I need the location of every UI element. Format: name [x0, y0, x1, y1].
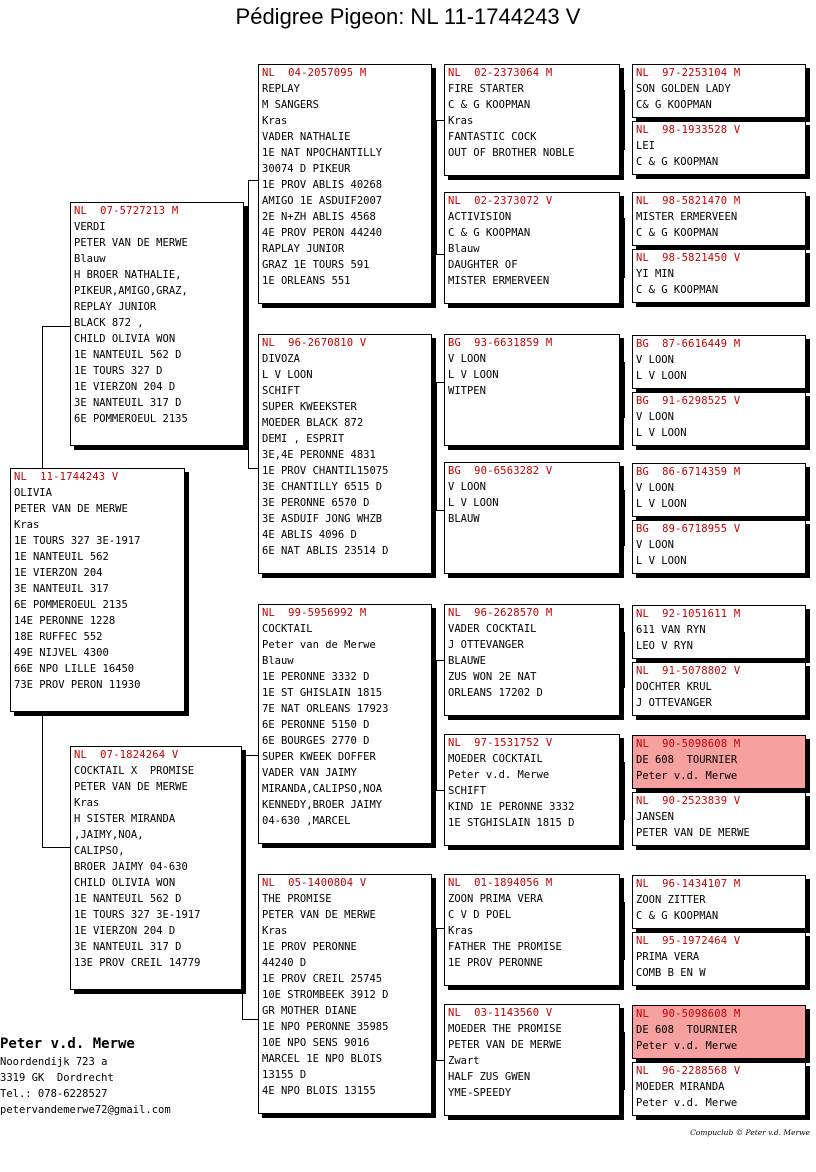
- connector-line: [248, 180, 258, 181]
- pigeon-info-line: J OTTEVANGER: [448, 639, 524, 651]
- pigeon-info-line: Kras: [448, 925, 474, 937]
- connector-line: [624, 902, 625, 960]
- pigeon-name: COCKTAIL: [262, 623, 313, 635]
- connector-line: [42, 712, 43, 847]
- ring-number: NL 98-5821470 M: [636, 195, 741, 207]
- pigeon-info-line: 1E ORLEANS 551: [262, 275, 351, 287]
- credit-footer: Compuclub © Peter v.d. Merwe: [690, 1128, 810, 1137]
- pigeon-info-line: 44240 D: [262, 957, 307, 969]
- pigeon-info-line: C & G KOOPMAN: [636, 227, 719, 239]
- pigeon-info-line: BLAUWE: [448, 655, 486, 667]
- pigeon-info-line: SCHIFT: [448, 785, 486, 797]
- ring-number: BG 91-6298525 V: [636, 395, 741, 407]
- pigeon-info-line: M SANGERS: [262, 99, 319, 111]
- pigeon-info-line: Peter v.d. Merwe: [636, 770, 738, 782]
- pigeon-card-dds[interactable]: [444, 874, 620, 986]
- connector-line: [624, 90, 625, 150]
- pigeon-info-line: 49E NIJVEL 4300: [14, 647, 109, 659]
- connector-line: [624, 490, 625, 546]
- pigeon-card-dam[interactable]: [70, 746, 242, 990]
- connector-line: [242, 755, 243, 1019]
- pigeon-info-line: 6E PERONNE 5150 D: [262, 719, 370, 731]
- pigeon-info-line: 18E RUFFEC 552: [14, 631, 103, 643]
- ring-number: NL 11-1744243 V: [14, 471, 119, 483]
- pigeon-name: V LOON: [636, 354, 674, 366]
- pigeon-info-line: 3E ASDUIF JONG WHZB: [262, 513, 383, 525]
- owner-email[interactable]: petervandemerwe72@gmail.com: [0, 1104, 171, 1116]
- pigeon-info-line: PETER VAN DE MERWE: [262, 909, 376, 921]
- pigeon-info-line: ,JAIMY,NOA,: [74, 829, 144, 841]
- connector-line: [624, 762, 625, 820]
- pigeon-info-line: C& G KOOPMAN: [636, 99, 712, 111]
- pigeon-info-line: C & G KOOPMAN: [448, 227, 531, 239]
- pigeon-info-line: 4E PROV PERON 44240: [262, 227, 383, 239]
- connector-line: [436, 660, 437, 790]
- pigeon-info-line: BROER JAIMY 04-630: [74, 861, 188, 873]
- pigeon-card-g10[interactable]: [632, 662, 806, 716]
- pigeon-info-line: L V LOON: [448, 497, 499, 509]
- pigeon-info-line: Kras: [262, 925, 288, 937]
- connector-line: [436, 790, 444, 791]
- pigeon-info-line: HALF ZUS GWEN: [448, 1071, 531, 1083]
- pigeon-info-line: 1E TOURS 327 3E-1917: [14, 535, 141, 547]
- pigeon-info-line: VADER NATHALIE: [262, 131, 351, 143]
- ring-number: NL 07-5727213 M: [74, 205, 179, 217]
- pigeon-info-line: H SISTER MIRANDA: [74, 813, 176, 825]
- ring-number: NL 90-5098608 M: [636, 1008, 741, 1020]
- pigeon-info-line: 1E NANTEUIL 562: [14, 551, 109, 563]
- pigeon-name: COCKTAIL X PROMISE: [74, 765, 195, 777]
- pigeon-card-g5[interactable]: [632, 335, 806, 389]
- pigeon-card-g6[interactable]: [632, 392, 806, 446]
- pigeon-info-line: Kras: [262, 115, 288, 127]
- pigeon-info-line: Peter v.d. Merwe: [636, 1040, 738, 1052]
- pigeon-card-ddd[interactable]: [444, 1004, 620, 1116]
- pigeon-info-line: 1E PROV PERONNE: [262, 941, 357, 953]
- pigeon-name: YI MIN: [636, 268, 674, 280]
- pigeon-info-line: 6E POMMEROEUL 2135: [14, 599, 128, 611]
- pigeon-info-line: 2E N+ZH ABLIS 4568: [262, 211, 376, 223]
- pigeon-info-line: 4E ABLIS 4096 D: [262, 529, 357, 541]
- ring-number: NL 95-1972464 V: [636, 935, 741, 947]
- pigeon-name: SON GOLDEN LADY: [636, 83, 731, 95]
- pigeon-info-line: 1E NPO PERONNE 35985: [262, 1021, 389, 1033]
- pigeon-info-line: MARCEL 1E NPO BLOIS: [262, 1053, 383, 1065]
- ring-number: BG 86-6714359 M: [636, 466, 741, 478]
- pigeon-name: VADER COCKTAIL: [448, 623, 537, 635]
- pigeon-info-line: H BROER NATHALIE,: [74, 269, 182, 281]
- pigeon-info-line: 1E NAT NPOCHANTILLY: [262, 147, 383, 159]
- pigeon-info-line: C & G KOOPMAN: [636, 910, 719, 922]
- pigeon-info-line: Peter van de Merwe: [262, 639, 376, 651]
- pigeon-info-line: 3E NANTEUIL 317: [14, 583, 109, 595]
- pigeon-info-line: PETER VAN DE MERWE: [74, 781, 188, 793]
- pigeon-name: MOEDER COCKTAIL: [448, 753, 543, 765]
- pigeon-info-line: 3E PERONNE 6570 D: [262, 497, 370, 509]
- pigeon-info-line: AMIGO 1E ASDUIF2007: [262, 195, 383, 207]
- ring-number: NL 96-2628570 M: [448, 607, 553, 619]
- pigeon-info-line: PETER VAN DE MERWE: [636, 827, 750, 839]
- owner-address-line: Noordendijk 723 a: [0, 1056, 108, 1068]
- pigeon-card-g7[interactable]: [632, 463, 806, 517]
- pigeon-card-sire-dam[interactable]: [258, 334, 432, 574]
- ring-number: NL 03-1143560 V: [448, 1007, 553, 1019]
- connector-line: [242, 1019, 258, 1020]
- pigeon-info-line: PETER VAN DE MERWE: [74, 237, 188, 249]
- pigeon-info-line: SUPER KWEEKSTER: [262, 401, 357, 413]
- pigeon-info-line: C & G KOOPMAN: [636, 284, 719, 296]
- ring-number: NL 92-1051611 M: [636, 608, 741, 620]
- pigeon-info-line: COMB B EN W: [636, 967, 706, 979]
- pigeon-info-line: Blauw: [262, 655, 294, 667]
- connector-line: [436, 382, 437, 510]
- pigeon-info-line: L V LOON: [636, 427, 687, 439]
- ring-number: NL 02-2373064 M: [448, 67, 553, 79]
- ring-number: NL 90-5098608 M: [636, 738, 741, 750]
- pigeon-name: THE PROMISE: [262, 893, 332, 905]
- pigeon-info-line: Kras: [74, 797, 100, 809]
- ring-number: NL 97-1531752 V: [448, 737, 553, 749]
- pigeon-card-sds[interactable]: [444, 334, 620, 446]
- pigeon-card-sire[interactable]: [70, 202, 244, 446]
- pigeon-info-line: PIKEUR,AMIGO,GRAZ,: [74, 285, 188, 297]
- pigeon-info-line: MOEDER BLACK 872: [262, 417, 364, 429]
- pigeon-info-line: 1E PROV PERONNE: [448, 957, 543, 969]
- pigeon-card-dam-dam[interactable]: [258, 874, 432, 1114]
- pigeon-info-line: GRAZ 1E TOURS 591: [262, 259, 370, 271]
- pigeon-name: MOEDER MIRANDA: [636, 1081, 725, 1093]
- ring-number: BG 90-6563282 V: [448, 465, 553, 477]
- connector-line: [436, 928, 437, 1060]
- pigeon-card-g15[interactable]: [632, 1005, 806, 1059]
- connector-line: [248, 468, 258, 469]
- pigeon-name: V LOON: [448, 353, 486, 365]
- pigeon-info-line: 6E NAT ABLIS 23514 D: [262, 545, 389, 557]
- ring-number: NL 98-1933528 V: [636, 124, 741, 136]
- ring-number: NL 05-1400804 V: [262, 877, 367, 889]
- pigeon-info-line: L V LOON: [636, 555, 687, 567]
- ring-number: BG 93-6631859 M: [448, 337, 553, 349]
- pigeon-info-line: WITPEN: [448, 385, 486, 397]
- pigeon-name: DE 608 TOURNIER: [636, 1024, 738, 1036]
- pigeon-card-ssd[interactable]: [444, 192, 620, 304]
- pigeon-info-line: 1E TOURS 327 3E-1917: [74, 909, 201, 921]
- owner-phone: Tel.: 078-6228527: [0, 1088, 108, 1100]
- pigeon-info-line: SCHIFT: [262, 385, 300, 397]
- pigeon-info-line: RAPLAY JUNIOR: [262, 243, 345, 255]
- pigeon-info-line: VADER VAN JAIMY: [262, 767, 357, 779]
- ring-number: BG 87-6616449 M: [636, 338, 741, 350]
- pigeon-info-line: Blauw: [448, 243, 480, 255]
- pigeon-card-g9[interactable]: [632, 605, 806, 659]
- pigeon-info-line: MISTER ERMERVEEN: [448, 275, 550, 287]
- pigeon-name: MISTER ERMERVEEN: [636, 211, 738, 223]
- pigeon-info-line: 66E NPO LILLE 16450: [14, 663, 135, 675]
- pigeon-card-dam-sire[interactable]: [258, 604, 432, 844]
- pigeon-info-line: PETER VAN DE MERWE: [14, 503, 128, 515]
- connector-line: [436, 928, 444, 929]
- connector-line: [436, 382, 444, 383]
- pigeon-info-line: 1E PROV CREIL 25745: [262, 973, 383, 985]
- pigeon-info-line: C & G KOOPMAN: [448, 99, 531, 111]
- pigeon-name: PRIMA VERA: [636, 951, 700, 963]
- ring-number: NL 91-5078802 V: [636, 665, 741, 677]
- connector-line: [436, 510, 444, 511]
- pigeon-info-line: C V D POEL: [448, 909, 512, 921]
- ring-number: NL 02-2373072 V: [448, 195, 553, 207]
- pigeon-info-line: BLAUW: [448, 513, 480, 525]
- pigeon-card-g11[interactable]: [632, 735, 806, 789]
- pigeon-info-line: 4E NPO BLOIS 13155: [262, 1085, 376, 1097]
- pigeon-info-line: 04-630 ,MARCEL: [262, 815, 351, 827]
- pigeon-info-line: 10E STROMBEEK 3912 D: [262, 989, 389, 1001]
- pigeon-name: V LOON: [636, 411, 674, 423]
- pigeon-info-line: 10E NPO SENS 9016: [262, 1037, 370, 1049]
- pigeon-info-line: GR MOTHER DIANE: [262, 1005, 357, 1017]
- pigeon-card-g12[interactable]: [632, 792, 806, 846]
- pigeon-card-g14[interactable]: [632, 932, 806, 986]
- pigeon-info-line: 1E VIERZON 204 D: [74, 381, 176, 393]
- connector-line: [436, 254, 444, 255]
- pigeon-info-line: DAUGHTER OF: [448, 259, 518, 271]
- pigeon-card-dsd[interactable]: [444, 734, 620, 846]
- connector-line: [436, 120, 437, 254]
- pigeon-name: DIVOZA: [262, 353, 300, 365]
- pigeon-info-line: 1E VIERZON 204: [14, 567, 103, 579]
- pigeon-name: V LOON: [636, 539, 674, 551]
- connector-line: [624, 632, 625, 688]
- pigeon-card-sdd[interactable]: [444, 462, 620, 574]
- ring-number: NL 90-2523839 V: [636, 795, 741, 807]
- pigeon-name: V LOON: [636, 482, 674, 494]
- pigeon-name: ACTIVISION: [448, 211, 512, 223]
- pigeon-name: 611 VAN RYN: [636, 624, 706, 636]
- ring-number: NL 98-5821450 V: [636, 252, 741, 264]
- ring-number: NL 07-1824264 V: [74, 749, 179, 761]
- pigeon-info-line: 30074 D PIKEUR: [262, 163, 351, 175]
- pigeon-info-line: Kras: [14, 519, 40, 531]
- ring-number: NL 96-2288568 V: [636, 1065, 741, 1077]
- pigeon-info-line: 14E PERONNE 1228: [14, 615, 116, 627]
- connector-line: [42, 326, 43, 468]
- owner-address-line: 3319 GK Dordrecht: [0, 1072, 114, 1084]
- pigeon-name: FIRE STARTER: [448, 83, 524, 95]
- pigeon-card-dss[interactable]: [444, 604, 620, 716]
- ring-number: NL 97-2253104 M: [636, 67, 741, 79]
- pigeon-info-line: L V LOON: [636, 498, 687, 510]
- page-title: Pédigree Pigeon: NL 11-1744243 V: [235, 4, 581, 29]
- pigeon-info-line: KENNEDY,BROER JAIMY: [262, 799, 383, 811]
- pigeon-name: ZOON PRIMA VERA: [448, 893, 543, 905]
- pigeon-info-line: Peter v.d. Merwe: [636, 1097, 738, 1109]
- ring-number: NL 04-2057095 M: [262, 67, 367, 79]
- pigeon-info-line: Blauw: [74, 253, 106, 265]
- pigeon-info-line: 3E CHANTILLY 6515 D: [262, 481, 383, 493]
- connector-line: [42, 326, 70, 327]
- pigeon-info-line: PETER VAN DE MERWE: [448, 1039, 562, 1051]
- pigeon-info-line: 13155 D: [262, 1069, 307, 1081]
- pigeon-info-line: MIRANDA,CALIPSO,NOA: [262, 783, 383, 795]
- pigeon-info-line: 1E TOURS 327 D: [74, 365, 163, 377]
- pigeon-info-line: 1E ST GHISLAIN 1815: [262, 687, 383, 699]
- pigeon-card-g16[interactable]: [632, 1062, 806, 1116]
- owner-block: [0, 1034, 171, 1118]
- pigeon-info-line: CHILD OLIVIA WON: [74, 333, 176, 345]
- pigeon-info-line: 1E VIERZON 204 D: [74, 925, 176, 937]
- ring-number: NL 96-1434107 M: [636, 878, 741, 890]
- pigeon-name: V LOON: [448, 481, 486, 493]
- pigeon-name: MOEDER THE PROMISE: [448, 1023, 562, 1035]
- pigeon-info-line: 3E,4E PERONNE 4831: [262, 449, 376, 461]
- pigeon-name: DOCHTER KRUL: [636, 681, 712, 693]
- pigeon-info-line: 73E PROV PERON 11930: [14, 679, 141, 691]
- pigeon-info-line: FANTASTIC COCK: [448, 131, 537, 143]
- pigeon-info-line: OUT OF BROTHER NOBLE: [448, 147, 575, 159]
- pigeon-card-g1[interactable]: [632, 64, 806, 118]
- pigeon-info-line: 1E NANTEUIL 562 D: [74, 893, 182, 905]
- pigeon-info-line: 1E PROV CHANTIL15075: [262, 465, 389, 477]
- pigeon-info-line: REPLAY JUNIOR: [74, 301, 157, 313]
- pigeon-info-line: Zwart: [448, 1055, 480, 1067]
- pigeon-name: DE 608 TOURNIER: [636, 754, 738, 766]
- connector-line: [436, 1060, 444, 1061]
- pigeon-info-line: KIND 1E PERONNE 3332: [448, 801, 575, 813]
- connector-line: [624, 218, 625, 278]
- pigeon-name: LEI: [636, 140, 655, 152]
- pigeon-info-line: 3E NANTEUIL 317 D: [74, 941, 182, 953]
- ring-number: NL 96-2670810 V: [262, 337, 367, 349]
- pigeon-name: OLIVIA: [14, 487, 52, 499]
- pigeon-info-line: 13E PROV CREIL 14779: [74, 957, 201, 969]
- pigeon-info-line: CHILD OLIVIA WON: [74, 877, 176, 889]
- pigeon-info-line: Kras: [448, 115, 474, 127]
- pigeon-info-line: CALIPSO,: [74, 845, 125, 857]
- pigeon-name: REPLAY: [262, 83, 300, 95]
- pigeon-info-line: YME-SPEEDY: [448, 1087, 512, 1099]
- pigeon-info-line: 1E PERONNE 3332 D: [262, 671, 370, 683]
- connector-line: [624, 362, 625, 418]
- pigeon-info-line: C & G KOOPMAN: [636, 156, 719, 168]
- pigeon-info-line: SUPER KWEEK DOFFER: [262, 751, 376, 763]
- pigeon-info-line: Peter v.d. Merwe: [448, 769, 550, 781]
- pigeon-card-g3[interactable]: [632, 192, 806, 246]
- pigeon-info-line: 6E BOURGES 2770 D: [262, 735, 370, 747]
- pigeon-info-line: 6E POMMEROEUL 2135: [74, 413, 188, 425]
- pigeon-info-line: DEMI , ESPRIT: [262, 433, 345, 445]
- pigeon-info-line: 1E NANTEUIL 562 D: [74, 349, 182, 361]
- pigeon-name: ZOON ZITTER: [636, 894, 706, 906]
- pigeon-info-line: 7E NAT ORLEANS 17923: [262, 703, 389, 715]
- pigeon-info-line: FATHER THE PROMISE: [448, 941, 562, 953]
- connector-line: [242, 755, 258, 756]
- pigeon-card-g4[interactable]: [632, 249, 806, 303]
- connector-line: [436, 120, 444, 121]
- pigeon-info-line: 3E NANTEUIL 317 D: [74, 397, 182, 409]
- pigeon-info-line: BLACK 872 ,: [74, 317, 144, 329]
- connector-line: [624, 1032, 625, 1090]
- ring-number: NL 99-5956992 M: [262, 607, 367, 619]
- pigeon-info-line: L V LOON: [448, 369, 499, 381]
- connector-line: [248, 180, 249, 468]
- pigeon-card-subject[interactable]: [10, 468, 185, 712]
- pigeon-info-line: L V LOON: [636, 370, 687, 382]
- ring-number: NL 01-1894056 M: [448, 877, 553, 889]
- owner-name: Peter v.d. Merwe: [0, 1036, 135, 1052]
- connector-line: [42, 847, 70, 848]
- pigeon-card-sss[interactable]: [444, 64, 620, 176]
- pigeon-card-sire-sire[interactable]: [258, 64, 432, 304]
- pigeon-info-line: L V LOON: [262, 369, 313, 381]
- ring-number: BG 89-6718955 V: [636, 523, 741, 535]
- pigeon-name: VERDI: [74, 221, 106, 233]
- pigeon-info-line: ORLEANS 17202 D: [448, 687, 543, 699]
- pigeon-info-line: LEO V RYN: [636, 640, 693, 652]
- pigeon-card-g2[interactable]: [632, 121, 806, 175]
- pigeon-info-line: 1E PROV ABLIS 40268: [262, 179, 383, 191]
- pigeon-card-g13[interactable]: [632, 875, 806, 929]
- pigeon-info-line: J OTTEVANGER: [636, 697, 712, 709]
- pigeon-name: JANSEN: [636, 811, 674, 823]
- pigeon-card-g8[interactable]: [632, 520, 806, 574]
- pigeon-info-line: 1E STGHISLAIN 1815 D: [448, 817, 575, 829]
- pigeon-info-line: ZUS WON 2E NAT: [448, 671, 537, 683]
- connector-line: [436, 660, 444, 661]
